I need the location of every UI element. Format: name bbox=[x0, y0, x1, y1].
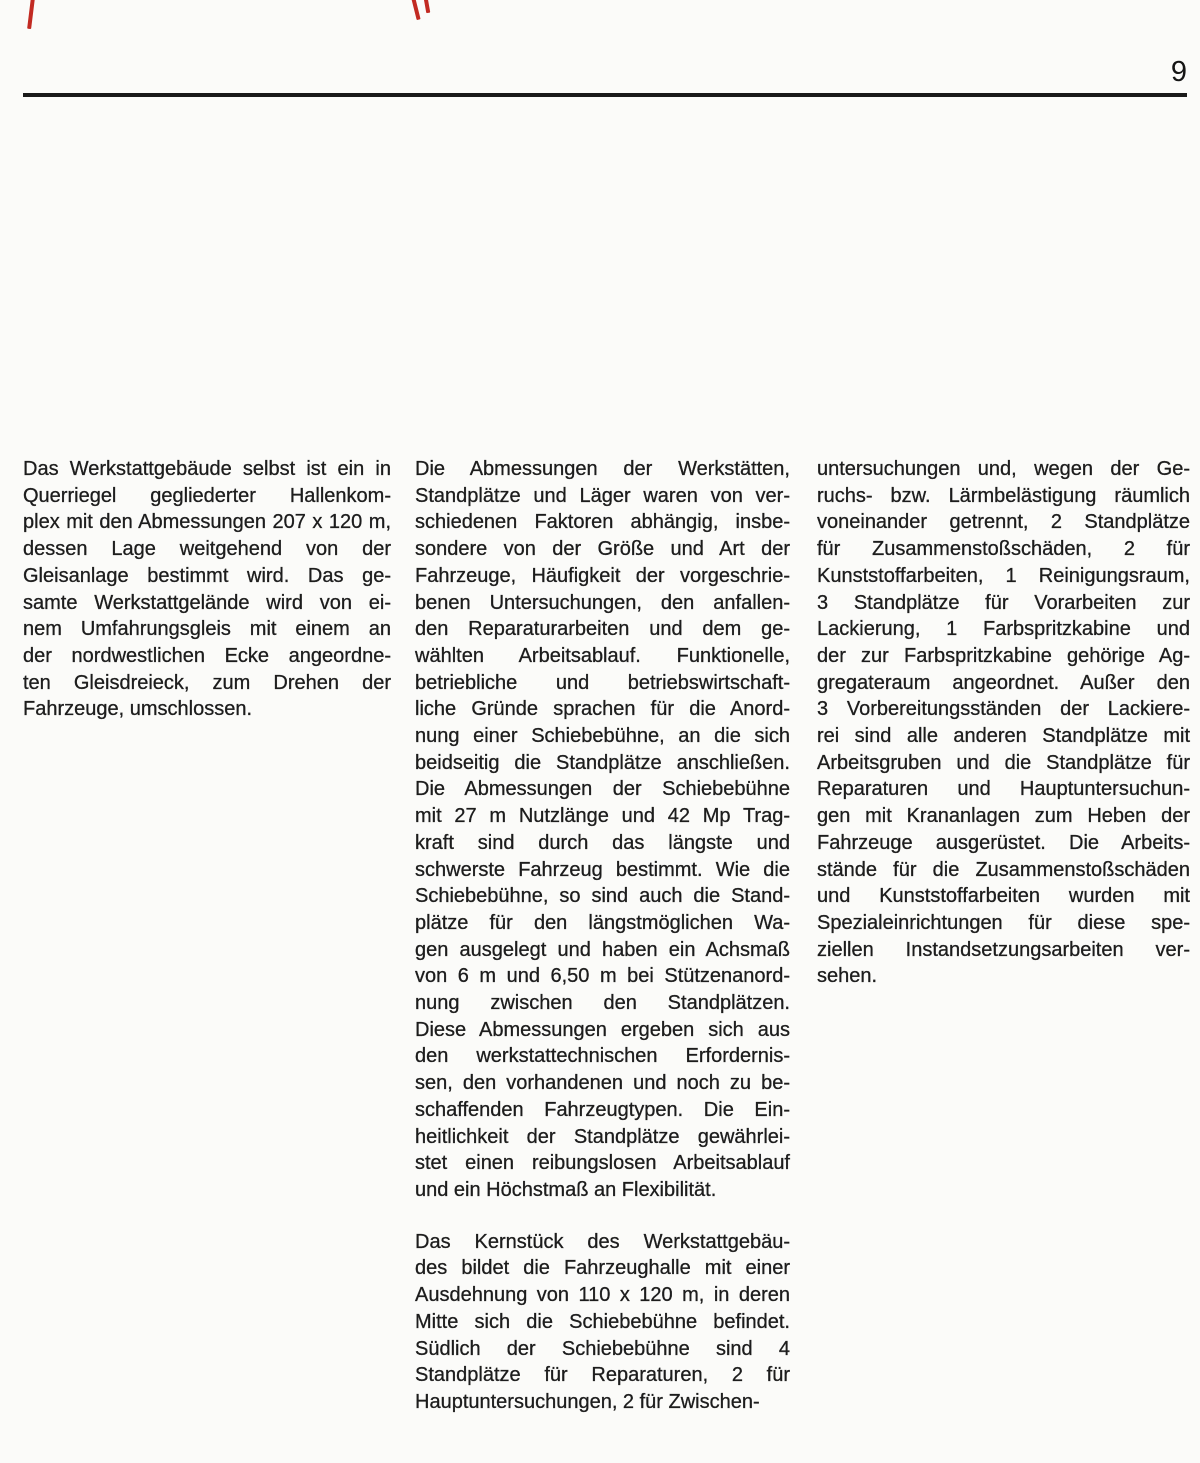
text-line: Lackierung, 1 Farbspritzkabine und bbox=[817, 618, 1190, 641]
text-line: sondere von der Größe und Art der bbox=[415, 538, 790, 561]
paragraph bbox=[23, 456, 391, 723]
text-line: nung einer Schiebebühne, an die sich bbox=[415, 725, 790, 748]
text-line: 3 Standplätze für Vorarbeiten zur bbox=[817, 591, 1190, 614]
text-line: Die Abmessungen der Werkstätten, bbox=[415, 458, 790, 480]
text-line: Das Kernstück des Werkstattgebäu- bbox=[415, 1230, 790, 1253]
text-line: Kunststoffarbeiten, 1 Reinigungsraum, bbox=[817, 564, 1190, 587]
text-line: betriebliche und betriebswirtschaft- bbox=[415, 671, 790, 694]
text-line: sen, den vorhandenen und noch zu be- bbox=[415, 1072, 790, 1095]
text-line: plex mit den Abmessungen 207 x 120 m, bbox=[23, 511, 391, 534]
text-line: der zur Farbspritzkabine gehörige Ag- bbox=[817, 644, 1190, 667]
text-line: Querriegel gegliederter Hallenkom- bbox=[23, 484, 391, 507]
text-column-1 bbox=[23, 456, 391, 1416]
text-line: Mitte sich die Schiebebühne befindet. bbox=[415, 1310, 790, 1333]
text-line: Gleisanlage bestimmt wird. Das ge- bbox=[23, 564, 391, 587]
text-line: stet einen reibungslosen Arbeitsablauf bbox=[415, 1152, 790, 1175]
text-line: mit 27 m Nutzlänge und 42 Mp Trag- bbox=[415, 805, 790, 828]
text-line: Schiebebühne, so sind auch die Stand- bbox=[415, 885, 790, 908]
text-line: ziellen Instandsetzungsarbeiten ver- bbox=[817, 938, 1190, 961]
text-line: 3 Vorbereitungsständen der Lackiere- bbox=[817, 698, 1190, 721]
text-line: benen Untersuchungen, den anfallen- bbox=[415, 591, 790, 614]
text-line: gen mit Krananlagen zum Heben der bbox=[817, 805, 1190, 828]
text-line: für Zusammenstoßschäden, 2 für bbox=[817, 538, 1190, 561]
text-line: den werkstattechnischen Erfordernis- bbox=[415, 1045, 790, 1068]
text-line: Hauptuntersuchungen, 2 für Zwischen- bbox=[415, 1390, 760, 1413]
text-column-3 bbox=[817, 456, 1190, 1416]
text-line: Standplätze und Läger waren von ver- bbox=[415, 484, 790, 507]
page-number: 9 bbox=[1170, 56, 1187, 88]
text-line: Ausdehnung von 110 x 120 m, in deren bbox=[415, 1284, 790, 1307]
text-line: Südlich der Schiebebühne sind 4 bbox=[415, 1337, 790, 1360]
text-line: schaffenden Fahrzeugtypen. Die Ein- bbox=[415, 1098, 790, 1121]
red-ink-mark bbox=[411, 0, 420, 20]
text-line: untersuchungen und, wegen der Ge- bbox=[817, 458, 1190, 480]
red-ink-mark bbox=[27, 0, 35, 29]
text-line: ruchs- bzw. Lärmbelästigung räumlich bbox=[817, 484, 1190, 507]
text-line: schiedenen Faktoren abhängig, insbe- bbox=[415, 511, 790, 534]
text-line: Das Werkstattgebäude selbst ist ein in bbox=[23, 458, 391, 480]
text-line: Die Abmessungen der Schiebebühne bbox=[415, 778, 790, 801]
text-line: und ein Höchstmaß an Flexibilität. bbox=[415, 1178, 717, 1201]
red-ink-mark bbox=[424, 0, 431, 13]
text-line: dessen Lage weitgehend von der bbox=[23, 538, 391, 561]
text-line: sehen. bbox=[817, 965, 878, 988]
text-line: Spezialeinrichtungen für diese spe- bbox=[817, 911, 1190, 934]
text-line: des bildet die Fahrzeughalle mit einer bbox=[415, 1257, 790, 1280]
text-line: Reparaturen und Hauptuntersuchun- bbox=[817, 778, 1190, 801]
text-line: gregateraum angeordnet. Außer den bbox=[817, 671, 1190, 694]
text-line: heitlichkeit der Standplätze gewährlei- bbox=[415, 1125, 790, 1148]
text-line: Standplätze für Reparaturen, 2 für bbox=[415, 1364, 790, 1387]
text-line: stände für die Zusammenstoßschäden bbox=[817, 858, 1190, 881]
text-line: schwerste Fahrzeug bestimmt. Wie die bbox=[415, 858, 790, 881]
text-line: Diese Abmessungen ergeben sich aus bbox=[415, 1018, 790, 1041]
text-line: nem Umfahrungsgleis mit einem an bbox=[23, 618, 391, 641]
text-line: plätze für den längstmöglichen Wa- bbox=[415, 911, 790, 934]
text-line: der nordwestlichen Ecke angeordne- bbox=[23, 644, 391, 667]
text-line: Fahrzeuge, umschlossen. bbox=[23, 698, 253, 721]
text-line: kraft sind durch das längste und bbox=[415, 831, 790, 854]
text-column-2 bbox=[415, 456, 790, 1416]
text-line: nung zwischen den Standplätzen. bbox=[415, 992, 790, 1015]
paragraph bbox=[817, 456, 1190, 990]
paragraph bbox=[415, 1229, 790, 1416]
text-line: beidseitig die Standplätze anschließen. bbox=[415, 751, 790, 774]
page-body bbox=[23, 456, 1190, 1416]
text-line: samte Werkstattgelände wird von ei- bbox=[23, 591, 391, 614]
text-line: von 6 m und 6,50 m bei Stützenanord- bbox=[415, 965, 790, 988]
header-rule bbox=[23, 93, 1187, 97]
paragraph bbox=[415, 456, 790, 1204]
text-line: und Kunststoffarbeiten wurden mit bbox=[817, 885, 1190, 908]
text-line: gen ausgelegt und haben ein Achsmaß bbox=[415, 938, 790, 961]
text-line: liche Gründe sprachen für die Anord- bbox=[415, 698, 790, 721]
text-line: voneinander getrennt, 2 Standplätze bbox=[817, 511, 1190, 534]
text-line: Fahrzeuge, Häufigkeit der vorgeschrie- bbox=[415, 564, 790, 587]
text-line: wählten Arbeitsablauf. Funktionelle, bbox=[415, 644, 790, 667]
text-line: Fahrzeuge ausgerüstet. Die Arbeits- bbox=[817, 831, 1190, 854]
text-line: rei sind alle anderen Standplätze mit bbox=[817, 725, 1190, 748]
text-line: Arbeitsgruben und die Standplätze für bbox=[817, 751, 1190, 774]
text-line: ten Gleisdreieck, zum Drehen der bbox=[23, 671, 391, 694]
text-line: den Reparaturarbeiten und dem ge- bbox=[415, 618, 790, 641]
